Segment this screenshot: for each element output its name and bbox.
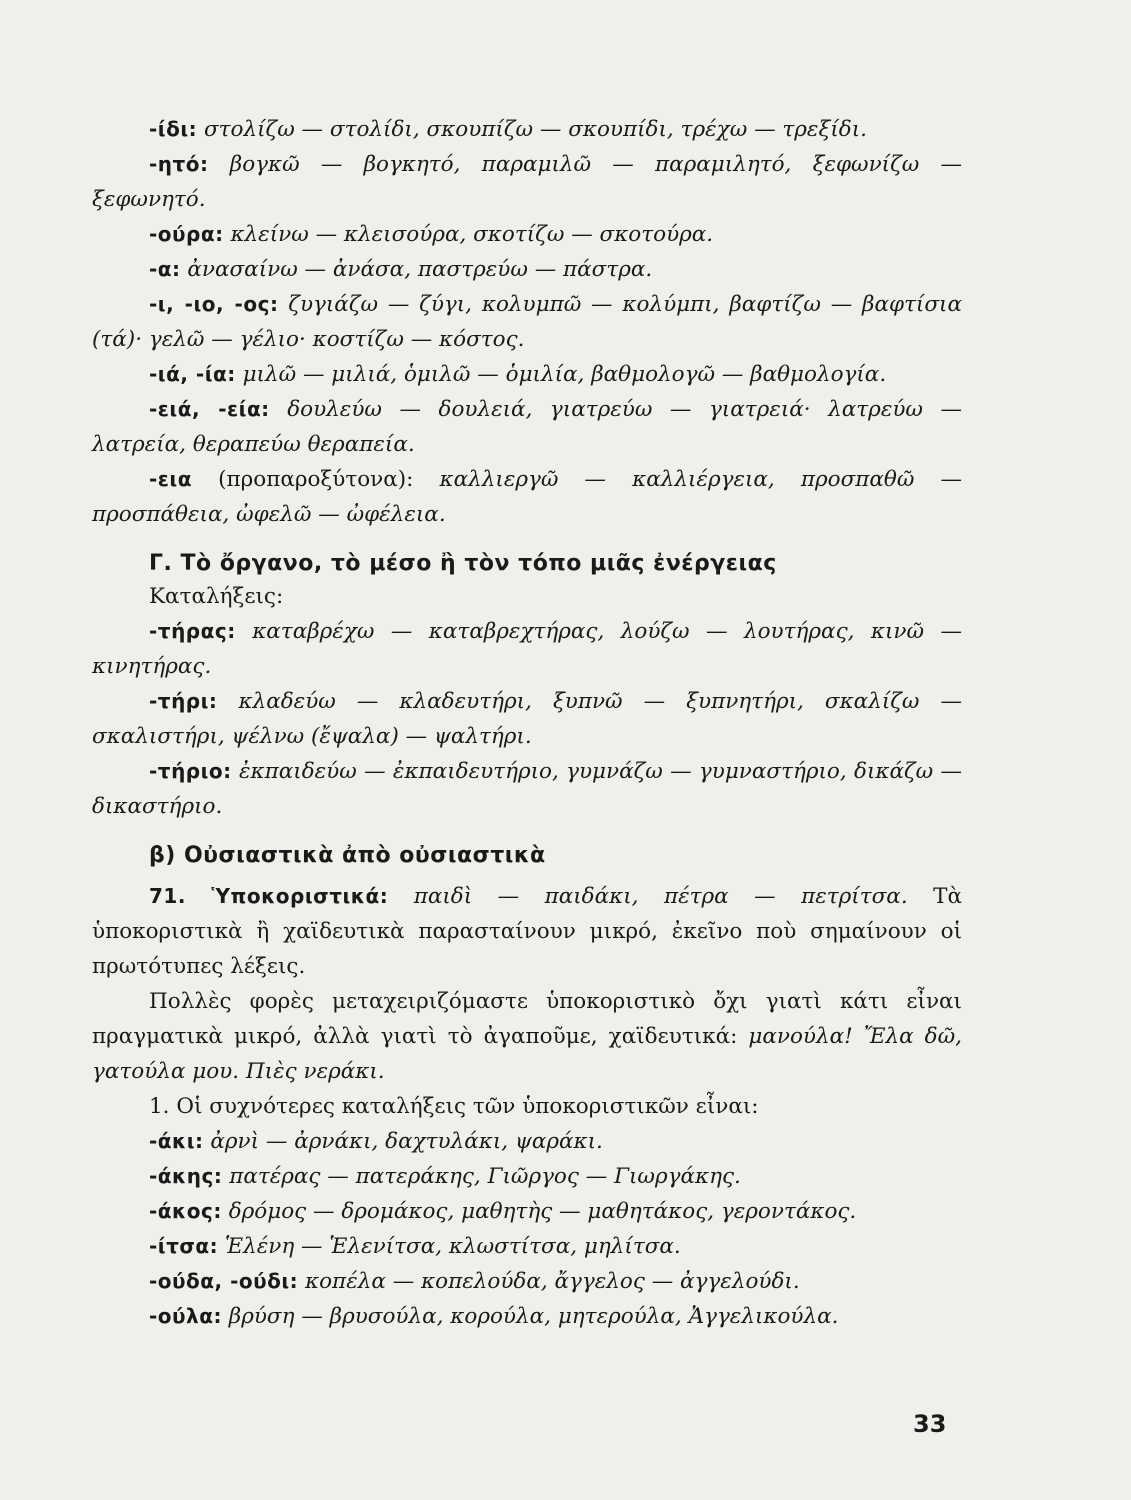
entry-itsa: -ίτσα: Ἑλένη — Ἑλενίτσα, κλωστίτσα, μηλίτσα. bbox=[149, 1234, 681, 1259]
entry-aki: -άκι: ἀρνὶ — ἀρνάκι, δαχτυλάκι, ψαράκι. bbox=[149, 1129, 603, 1154]
section-71: 71. Ὑποκοριστικά: παιδὶ — παιδάκι, πέτρα — πετρίτσα. Τὰ ὑποκοριστικὰ ἢ χαϊδευτικὰ παρασταίνουν μικρό, ἐκεῖνο ποὺ σημαίνουν οἱ πρωτότυπες λέξεις. bbox=[92, 884, 962, 979]
entry-akos: -άκος: δρόμος — δρομάκος, μαθητὴς — μαθητάκος, γεροντάκος. bbox=[149, 1199, 857, 1224]
paragraph-often: Πολλὲς φορὲς μεταχειριζόμαστε ὑποκοριστικὸ ὄχι γιατὶ κάτι εἶναι πραγματικὰ μικρό, ἀλλὰ γιατὶ τὸ ἀγαποῦμε, χαϊδευτικά: μανούλα! Ἔλα δῶ, γατούλα μου. Πιὲς νεράκι. bbox=[92, 989, 962, 1084]
entry-eia: -ειά, -εία: δουλεύω — δουλειά, γιατρεύω — γιατρειά· λατρεύω — λατρεία, θεραπεύω θεραπεία. bbox=[92, 397, 962, 457]
entry-idi: -ίδι: στολίζω — στολίδι, σκουπίζω — σκουπίδι, τρέχω — τρεξίδι. bbox=[149, 117, 867, 142]
entry-tiras: -τήρας: καταβρέχω — καταβρεχτήρας, λούζω — λουτήρας, κινῶ — κινητήρας. bbox=[92, 619, 962, 679]
point-1: 1. Οἱ συχνότερες καταλήξεις τῶν ὑποκοριστικῶν εἶναι: bbox=[149, 1094, 759, 1119]
entry-a: -α: ἀνασαίνω — ἀνάσα, παστρεύω — πάστρα. bbox=[149, 257, 653, 282]
section-heading-b: β) Οὐσιαστικὰ ἀπὸ οὐσιαστικὰ bbox=[149, 843, 546, 868]
entry-tirio: -τήριο: ἐκπαιδεύω — ἐκπαιδευτήριο, γυμνάζω — γυμναστήριο, δικάζω — δικαστήριο. bbox=[92, 759, 962, 819]
entry-akis: -άκης: πατέρας — πατεράκης, Γιῶργος — Γιωργάκης. bbox=[149, 1164, 741, 1189]
entry-ouda-oudi: -ούδα, -ούδι: κοπέλα — κοπελούδα, ἄγγελος — ἀγγελούδι. bbox=[149, 1269, 800, 1294]
entry-oula: -ούλα: βρύση — βρυσούλα, κορούλα, μητερούλα, Ἀγγελικούλα. bbox=[149, 1304, 839, 1329]
entry-eia-proparoxytona: -εια (προπαροξύτονα): καλλιεργῶ — καλλιέργεια, προσπαθῶ — προσπάθεια, ὠφελῶ — ὠφέλεια. bbox=[92, 467, 963, 527]
page-content bbox=[92, 112, 962, 1334]
section-heading-g: Γ. Τὸ ὄργανο, τὸ μέσο ἢ τὸν τόπο μιᾶς ἐνέργειας bbox=[149, 551, 777, 576]
endings-label: Καταλήξεις: bbox=[149, 584, 284, 609]
entry-ito: -ητό: βογκῶ — βογκητό, παραμιλῶ — παραμιλητό, ξεφωνίζω — ξεφωνητό. bbox=[92, 152, 962, 212]
page-number: 33 bbox=[913, 1410, 947, 1438]
entry-i-io-os: -ι, -ιο, -ος: ζυγιάζω — ζύγι, κολυμπῶ — κολύμπι, βαφτίζω — βαφτίσια (τά)· γελῶ — γέλιο· κοστίζω — κόστος. bbox=[92, 292, 962, 352]
entry-tiri: -τήρι: κλαδεύω — κλαδευτήρι, ξυπνῶ — ξυπνητήρι, σκαλίζω — σκαλιστήρι, ψέλνω (ἔψαλα) — ψαλτήρι. bbox=[92, 689, 962, 749]
entry-ia: -ιά, -ία: μιλῶ — μιλιά, ὁμιλῶ — ὁμιλία, βαθμολογῶ — βαθμολογία. bbox=[149, 362, 887, 387]
entry-oura: -ούρα: κλείνω — κλεισούρα, σκοτίζω — σκοτούρα. bbox=[149, 222, 714, 247]
